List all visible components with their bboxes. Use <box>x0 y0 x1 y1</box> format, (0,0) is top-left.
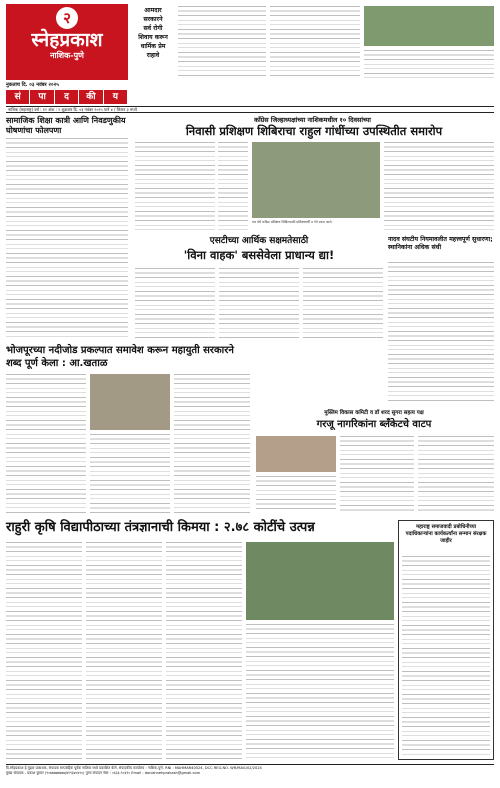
bhojapur-text-3 <box>174 374 250 514</box>
bhojapur-text-2 <box>90 434 170 514</box>
edition-number: २ <box>56 7 78 29</box>
newspaper-name: स्नेहप्रकाश <box>31 29 103 51</box>
edition-label: नाशिक-पुणे <box>50 51 84 60</box>
rahuri-text-2 <box>86 542 162 760</box>
bhojapur-text-1 <box>6 374 86 514</box>
lead-photo-caption: मंच येथे काँग्रेस प्रशिक्षण शिबिरासाठी प्रशिक्षणार्थी व नेते एकत्र आले. <box>252 220 333 224</box>
muslim-photo <box>256 436 336 472</box>
rahuri-text-1 <box>6 542 82 760</box>
rahuri-text-4 <box>246 624 394 760</box>
second-text-1 <box>135 268 215 338</box>
issue-info-bar: नाशिक (महाराष्ट्र) वर्ष : १२ अंक : २ शुक्रवार दि. ०३ नवंबर २०२५ पाने ४ / किंमत ३ रुपये <box>6 106 494 113</box>
masthead <box>6 4 128 80</box>
footer-line-1: दि.स्नेहप्रकाश हे मुद्रक प्रकाशक, संपादक साप्ताहिक पूर्वक नाशिक मध्ये प्रकाशित केले. संपादकीय कार्यालय : नाशिक-पुणे. RNI : MAHMAR40524, DCC REG.NO. WR/MAG/02/2024 <box>6 766 262 770</box>
top-article-text-2 <box>270 6 360 76</box>
top-article-text-1 <box>178 6 266 76</box>
muslim-kicker: मुस्लिम विकास कमिटी व डॉ शरद सुगरा सहत्य पक्ष <box>324 410 424 416</box>
muslim-headline: गरजू नागरिकांना ब्लँकेटचे वाटप <box>316 419 432 430</box>
muslim-text-3 <box>256 476 336 512</box>
date-line: नुकताच दि. ०३ नवंबर २०२५ <box>6 82 59 88</box>
rahuri-headline: राहुरी कृषि विद्यापीठाच्या तंत्रज्ञानाची किमया : २.७८ कोटींचे उत्पन्न <box>6 520 315 535</box>
footer-line-2: मुख्य संपादक - प्रकाश कुमार (९०७७७७७७७७/७९९३४०४१०) पुण्य संपादन नंबर : ०६३३-९०३१० Email : danishnehprakash@gmail.com <box>6 771 201 775</box>
masthead-slogan: आमदार सरकारने सर्व रोगी शिवाय करून धार्मिक प्रेम राहावे <box>138 7 168 59</box>
right-column-text <box>388 262 494 404</box>
rahuri-text-3 <box>166 542 242 760</box>
lead-text-1 <box>135 142 215 230</box>
award-text <box>402 556 490 756</box>
top-article-text-3 <box>364 50 494 78</box>
bhojapur-photo <box>90 374 170 430</box>
editorial-text <box>6 138 128 338</box>
rahuri-photo <box>246 542 394 620</box>
second-kicker: एसटीच्या आर्थिक सक्षमतेसाठी <box>209 236 309 246</box>
lead-text-3 <box>384 142 494 230</box>
muslim-text-2 <box>418 436 494 512</box>
muslim-text-1 <box>340 436 414 512</box>
editorial-headline: सामाजिक शिक्षा कात्री आणि निवडणुकीय घोषणांचा फोलपणा <box>6 116 126 135</box>
second-text-2 <box>219 268 299 338</box>
bhojapur-headline: भोजपूरच्या नदीजोड प्रकल्पात समावेश करून महायुती सरकारने शब्द पूर्ण केला : आ.खताळ <box>6 345 234 369</box>
award-title: महाराष्ट्र समाजवादी प्रबोधिनीच्या पदाधिकाऱ्यांना कार्यकर्त्यांना सन्मान संरक्षक जाहीर <box>405 524 487 544</box>
lead-photo <box>252 142 380 218</box>
lead-text-2 <box>218 142 248 230</box>
editorial-banner: सं पा द की य <box>6 90 128 104</box>
lead-headline: निवासी प्रशिक्षण शिबिराचा राहुल गांधींच्या उपस्थितीत समारोप <box>185 124 443 138</box>
second-headline: 'विना वाहक' बससेवेला प्राधान्य द्या! <box>183 248 335 262</box>
footer <box>6 764 494 786</box>
right-column-title: नादव संघटीय नियमावलीत महत्त्वपूर्ण सुधारणा; स्थानिकांना अधिक संधी <box>388 236 493 251</box>
second-text-3 <box>303 268 383 338</box>
top-article-photo <box>364 6 494 46</box>
lead-kicker: काँग्रेस जिल्हाध्यक्षांच्या नाशिकमधील १० दिवसांच्या <box>254 116 371 124</box>
